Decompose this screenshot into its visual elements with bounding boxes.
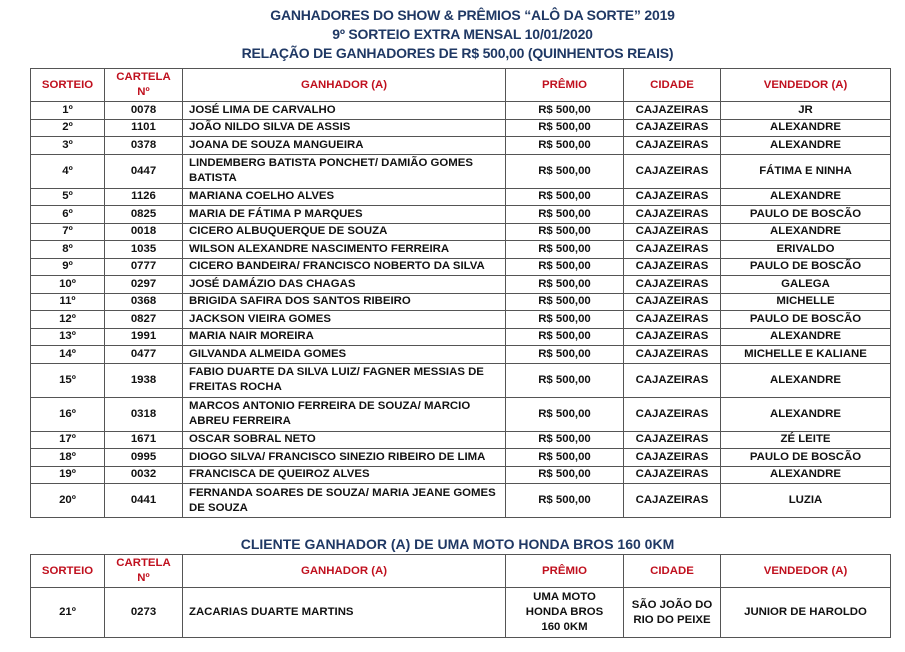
cell-premio: R$ 500,00 bbox=[506, 466, 624, 484]
column-header-cartela-line2: Nº bbox=[137, 86, 150, 98]
cell-premio: R$ 500,00 bbox=[506, 154, 624, 188]
table-row bbox=[31, 466, 891, 484]
cell-cidade: CAJAZEIRAS bbox=[624, 431, 721, 449]
cell-premio: R$ 500,00 bbox=[506, 258, 624, 276]
cell-premio: R$ 500,00 bbox=[506, 346, 624, 364]
cell-vendedor: ALEXANDRE bbox=[721, 466, 891, 484]
column-header-premio: PRÊMIO bbox=[506, 69, 624, 102]
cell-cartela: 0447 bbox=[105, 154, 183, 188]
cell-premio: R$ 500,00 bbox=[506, 397, 624, 431]
cell-premio: R$ 500,00 bbox=[506, 223, 624, 241]
cell-ganhador: JACKSON VIEIRA GOMES bbox=[183, 311, 506, 329]
column-header-ganhador: GANHADOR (A) bbox=[183, 69, 506, 102]
cell-vendedor: PAULO DE BOSCÃO bbox=[721, 311, 891, 329]
cell-sorteio: 8º bbox=[31, 241, 105, 259]
section-title-moto-winner: CLIENTE GANHADOR (A) DE UMA MOTO HONDA BROS 160 0KM bbox=[240, 536, 675, 552]
cell-cartela: 0368 bbox=[105, 293, 183, 311]
cell-vendedor: MICHELLE E KALIANE bbox=[721, 346, 891, 364]
cell-sorteio: 11º bbox=[31, 293, 105, 311]
page-title: GANHADORES DO SHOW & PRÊMIOS “ALÔ DA SORTE” 2019 bbox=[270, 7, 675, 23]
cell-vendedor: PAULO DE BOSCÃO bbox=[721, 258, 891, 276]
cell-ganhador: MARCOS ANTONIO FERREIRA DE SOUZA/ MARCIO ABREU FERREIRA bbox=[183, 397, 506, 431]
cell-vendedor: JR bbox=[721, 102, 891, 120]
cell-premio: R$ 500,00 bbox=[506, 276, 624, 294]
cell-vendedor: GALEGA bbox=[721, 276, 891, 294]
cell-ganhador: WILSON ALEXANDRE NASCIMENTO FERREIRA bbox=[183, 241, 506, 259]
cell-premio: R$ 500,00 bbox=[506, 484, 624, 518]
table-row bbox=[31, 206, 891, 224]
cell-ganhador: MARIANA COELHO ALVES bbox=[183, 188, 506, 206]
cell-cartela: 0273 bbox=[105, 588, 183, 638]
cell-cartela: 0078 bbox=[105, 102, 183, 120]
column-header-cartela bbox=[105, 69, 183, 102]
column-header-cartela-line1: CARTELA bbox=[116, 557, 171, 569]
cell-cidade: CAJAZEIRAS bbox=[624, 276, 721, 294]
cell-vendedor: ALEXANDRE bbox=[721, 363, 891, 397]
cell-cartela: 0825 bbox=[105, 206, 183, 224]
cell-premio: R$ 500,00 bbox=[506, 293, 624, 311]
table-row bbox=[31, 484, 891, 518]
cell-ganhador: JOSÉ LIMA DE CARVALHO bbox=[183, 102, 506, 120]
table-row bbox=[31, 241, 891, 259]
cell-sorteio: 5º bbox=[31, 188, 105, 206]
table-row bbox=[31, 276, 891, 294]
table-row bbox=[31, 154, 891, 188]
cell-vendedor: ERIVALDO bbox=[721, 241, 891, 259]
cell-premio: R$ 500,00 bbox=[506, 241, 624, 259]
cell-ganhador: ZACARIAS DUARTE MARTINS bbox=[183, 588, 506, 638]
column-header-ganhador: GANHADOR (A) bbox=[183, 555, 506, 588]
cell-premio: R$ 500,00 bbox=[506, 328, 624, 346]
table-row bbox=[31, 293, 891, 311]
cell-sorteio: 13º bbox=[31, 328, 105, 346]
cell-vendedor: JUNIOR DE HAROLDO bbox=[721, 588, 891, 638]
cell-sorteio: 20º bbox=[31, 484, 105, 518]
table-row bbox=[31, 346, 891, 364]
cell-sorteio: 2º bbox=[31, 119, 105, 137]
cell-ganhador: MARIA NAIR MOREIRA bbox=[183, 328, 506, 346]
cash-winners-body bbox=[31, 102, 891, 518]
cell-vendedor: PAULO DE BOSCÃO bbox=[721, 449, 891, 467]
cell-cartela: 0777 bbox=[105, 258, 183, 276]
cell-cidade: CAJAZEIRAS bbox=[624, 484, 721, 518]
cell-cidade: CAJAZEIRAS bbox=[624, 363, 721, 397]
cell-cidade: CAJAZEIRAS bbox=[624, 102, 721, 120]
page-subtitle: 9º SORTEIO EXTRA MENSAL 10/01/2020 bbox=[332, 26, 593, 42]
cell-cidade: CAJAZEIRAS bbox=[624, 466, 721, 484]
cell-cartela: 0441 bbox=[105, 484, 183, 518]
cell-premio: R$ 500,00 bbox=[506, 363, 624, 397]
cell-ganhador: LINDEMBERG BATISTA PONCHET/ DAMIÃO GOMES BATISTA bbox=[183, 154, 506, 188]
document-header bbox=[0, 6, 905, 63]
cell-ganhador: BRIGIDA SAFIRA DOS SANTOS RIBEIRO bbox=[183, 293, 506, 311]
table-row bbox=[31, 223, 891, 241]
cell-premio: R$ 500,00 bbox=[506, 119, 624, 137]
cell-sorteio: 16º bbox=[31, 397, 105, 431]
cell-premio: R$ 500,00 bbox=[506, 311, 624, 329]
cell-sorteio: 17º bbox=[31, 431, 105, 449]
cell-vendedor: ALEXANDRE bbox=[721, 188, 891, 206]
cell-premio: R$ 500,00 bbox=[506, 188, 624, 206]
cell-ganhador: FRANCISCA DE QUEIROZ ALVES bbox=[183, 466, 506, 484]
cell-sorteio: 12º bbox=[31, 311, 105, 329]
cell-cidade: CAJAZEIRAS bbox=[624, 346, 721, 364]
cell-cidade: CAJAZEIRAS bbox=[624, 241, 721, 259]
table-row bbox=[31, 188, 891, 206]
cell-sorteio: 10º bbox=[31, 276, 105, 294]
cell-cartela: 0018 bbox=[105, 223, 183, 241]
column-header-vendedor: VENDEDOR (A) bbox=[721, 69, 891, 102]
table-row bbox=[31, 258, 891, 276]
cell-cartela: 0477 bbox=[105, 346, 183, 364]
section-title-cash-winners: RELAÇÃO DE GANHADORES DE R$ 500,00 (QUINHENTOS REAIS) bbox=[241, 45, 674, 61]
cell-cartela: 1671 bbox=[105, 431, 183, 449]
cell-cartela: 0995 bbox=[105, 449, 183, 467]
cell-vendedor: FÁTIMA E NINHA bbox=[721, 154, 891, 188]
cell-sorteio: 4º bbox=[31, 154, 105, 188]
cell-sorteio: 7º bbox=[31, 223, 105, 241]
cell-cidade: CAJAZEIRAS bbox=[624, 154, 721, 188]
column-header-vendedor: VENDEDOR (A) bbox=[721, 555, 891, 588]
cell-ganhador: FABIO DUARTE DA SILVA LUIZ/ FAGNER MESSIAS DE FREITAS ROCHA bbox=[183, 363, 506, 397]
cell-sorteio: 21º bbox=[31, 588, 105, 638]
cell-ganhador: JOSÉ DAMÁZIO DAS CHAGAS bbox=[183, 276, 506, 294]
column-header-cartela-line2: Nº bbox=[137, 572, 150, 584]
cell-cidade: CAJAZEIRAS bbox=[624, 328, 721, 346]
cell-cartela: 1991 bbox=[105, 328, 183, 346]
table-header-row bbox=[31, 69, 891, 102]
cell-ganhador: DIOGO SILVA/ FRANCISCO SINEZIO RIBEIRO DE LIMA bbox=[183, 449, 506, 467]
table-row bbox=[31, 588, 891, 638]
cell-ganhador: CICERO BANDEIRA/ FRANCISCO NOBERTO DA SILVA bbox=[183, 258, 506, 276]
cell-vendedor: ALEXANDRE bbox=[721, 328, 891, 346]
table-row bbox=[31, 137, 891, 155]
cell-vendedor: ALEXANDRE bbox=[721, 137, 891, 155]
cell-cartela: 0827 bbox=[105, 311, 183, 329]
cell-ganhador: GILVANDA ALMEIDA GOMES bbox=[183, 346, 506, 364]
cell-cidade: CAJAZEIRAS bbox=[624, 311, 721, 329]
cell-sorteio: 9º bbox=[31, 258, 105, 276]
cell-ganhador: FERNANDA SOARES DE SOUZA/ MARIA JEANE GOMES DE SOUZA bbox=[183, 484, 506, 518]
cell-sorteio: 14º bbox=[31, 346, 105, 364]
table-row bbox=[31, 431, 891, 449]
table-row bbox=[31, 449, 891, 467]
cell-vendedor: MICHELLE bbox=[721, 293, 891, 311]
table-header-row bbox=[31, 555, 891, 588]
cell-cartela: 1126 bbox=[105, 188, 183, 206]
cell-cidade: SÃO JOÃO DO RIO DO PEIXE bbox=[624, 588, 721, 638]
column-header-sorteio: SORTEIO bbox=[31, 69, 105, 102]
cell-ganhador: OSCAR SOBRAL NETO bbox=[183, 431, 506, 449]
cell-cartela: 1938 bbox=[105, 363, 183, 397]
cell-vendedor: PAULO DE BOSCÃO bbox=[721, 206, 891, 224]
cell-vendedor: LUZIA bbox=[721, 484, 891, 518]
cell-premio: R$ 500,00 bbox=[506, 137, 624, 155]
cell-sorteio: 19º bbox=[31, 466, 105, 484]
table-row bbox=[31, 102, 891, 120]
cell-sorteio: 1º bbox=[31, 102, 105, 120]
table-row bbox=[31, 311, 891, 329]
table-row bbox=[31, 119, 891, 137]
cell-cartela: 0318 bbox=[105, 397, 183, 431]
cell-ganhador: JOÃO NILDO SILVA DE ASSIS bbox=[183, 119, 506, 137]
cell-sorteio: 6º bbox=[31, 206, 105, 224]
cell-vendedor: ALEXANDRE bbox=[721, 397, 891, 431]
cell-vendedor: ALEXANDRE bbox=[721, 223, 891, 241]
moto-winner-table bbox=[30, 554, 891, 638]
cell-ganhador: MARIA DE FÁTIMA P MARQUES bbox=[183, 206, 506, 224]
cell-premio: R$ 500,00 bbox=[506, 206, 624, 224]
cell-premio: UMA MOTO HONDA BROS 160 0KM bbox=[506, 588, 624, 638]
cash-winners-table bbox=[30, 68, 891, 518]
column-header-premio: PRÊMIO bbox=[506, 555, 624, 588]
cell-premio: R$ 500,00 bbox=[506, 431, 624, 449]
cell-cartela: 0032 bbox=[105, 466, 183, 484]
cell-sorteio: 3º bbox=[31, 137, 105, 155]
cell-cartela: 1035 bbox=[105, 241, 183, 259]
cell-premio: R$ 500,00 bbox=[506, 449, 624, 467]
column-header-sorteio: SORTEIO bbox=[31, 555, 105, 588]
table-row bbox=[31, 363, 891, 397]
cell-sorteio: 15º bbox=[31, 363, 105, 397]
cell-cartela: 0297 bbox=[105, 276, 183, 294]
cell-cidade: CAJAZEIRAS bbox=[624, 119, 721, 137]
cell-cidade: CAJAZEIRAS bbox=[624, 223, 721, 241]
cell-cartela: 1101 bbox=[105, 119, 183, 137]
cell-cartela: 0378 bbox=[105, 137, 183, 155]
cell-cidade: CAJAZEIRAS bbox=[624, 188, 721, 206]
cell-ganhador: JOANA DE SOUZA MANGUEIRA bbox=[183, 137, 506, 155]
cell-vendedor: ZÉ LEITE bbox=[721, 431, 891, 449]
cell-cidade: CAJAZEIRAS bbox=[624, 293, 721, 311]
table-row bbox=[31, 397, 891, 431]
cell-premio: R$ 500,00 bbox=[506, 102, 624, 120]
column-header-cidade: CIDADE bbox=[624, 555, 721, 588]
column-header-cidade: CIDADE bbox=[624, 69, 721, 102]
cell-cidade: CAJAZEIRAS bbox=[624, 258, 721, 276]
column-header-cartela-line1: CARTELA bbox=[116, 71, 171, 83]
cell-ganhador: CICERO ALBUQUERQUE DE SOUZA bbox=[183, 223, 506, 241]
cell-cidade: CAJAZEIRAS bbox=[624, 449, 721, 467]
cell-cidade: CAJAZEIRAS bbox=[624, 397, 721, 431]
column-header-cartela bbox=[105, 555, 183, 588]
table-row bbox=[31, 328, 891, 346]
cell-vendedor: ALEXANDRE bbox=[721, 119, 891, 137]
cell-cidade: CAJAZEIRAS bbox=[624, 137, 721, 155]
cell-cidade: CAJAZEIRAS bbox=[624, 206, 721, 224]
cell-sorteio: 18º bbox=[31, 449, 105, 467]
